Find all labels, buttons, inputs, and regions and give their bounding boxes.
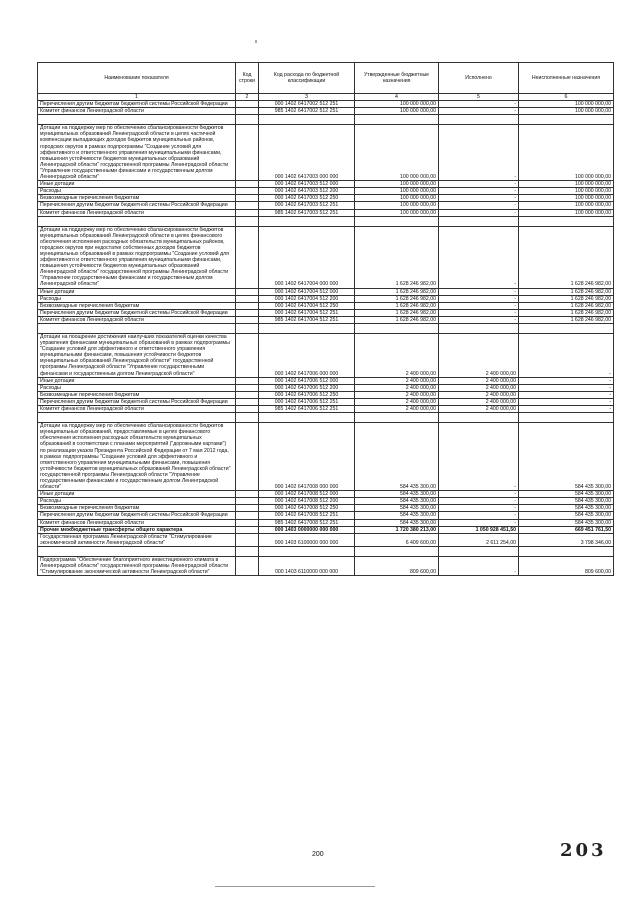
spacer-cell xyxy=(236,413,259,423)
row-budget-code: 000 1402 6417004 000 000 xyxy=(259,226,355,288)
row-executed: - xyxy=(439,309,519,316)
row-unexecuted: 100 000 000,00 xyxy=(519,195,614,202)
row-name: Перечисления другим бюджетам бюджетной системы Российской Федерации xyxy=(38,309,236,316)
row-line-code xyxy=(236,316,259,323)
row-line-code xyxy=(236,533,259,546)
row-name: Иные дотации xyxy=(38,181,236,188)
spacer-cell xyxy=(519,115,614,125)
row-executed: - xyxy=(439,498,519,505)
row-name: Расходы xyxy=(38,384,236,391)
row-line-code xyxy=(236,334,259,378)
spacer-cell xyxy=(259,115,355,125)
spacer-cell xyxy=(355,413,439,423)
footer-rule xyxy=(215,886,375,887)
row-budget-code: 000 1402 6417008 512 000 xyxy=(259,491,355,498)
row-approved: 1 628 246 982,00 xyxy=(355,316,439,323)
row-budget-code: 000 1402 6417003 512 250 xyxy=(259,195,355,202)
spacer-row xyxy=(38,546,614,556)
row-line-code xyxy=(236,423,259,491)
row-budget-code: 000 1402 6417006 512 250 xyxy=(259,391,355,398)
row-line-code xyxy=(236,202,259,209)
row-budget-code: 000 1402 6417003 512 200 xyxy=(259,188,355,195)
row-line-code xyxy=(236,498,259,505)
row-unexecuted: 584 435 300,00 xyxy=(519,491,614,498)
header-unexecuted: Неисполненные назначения xyxy=(519,63,614,94)
row-executed: - xyxy=(439,188,519,195)
row-budget-code: 000 1402 6417008 512 251 xyxy=(259,512,355,519)
row-executed: 2 400 000,00 xyxy=(439,398,519,405)
row-line-code xyxy=(236,288,259,295)
table-row xyxy=(38,519,614,526)
row-unexecuted: 1 628 246 982,00 xyxy=(519,302,614,309)
row-name: Расходы xyxy=(38,188,236,195)
spacer-cell xyxy=(259,324,355,334)
table-row xyxy=(38,384,614,391)
table-row xyxy=(38,491,614,498)
row-executed: - xyxy=(439,125,519,181)
row-budget-code: 000 1402 6417008 000 000 xyxy=(259,423,355,491)
spacer-row xyxy=(38,413,614,423)
table-row xyxy=(38,391,614,398)
row-name: Иные дотации xyxy=(38,288,236,295)
column-number: 4 xyxy=(355,94,439,101)
row-approved: 584 435 300,00 xyxy=(355,519,439,526)
row-executed: 2 400 000,00 xyxy=(439,377,519,384)
header-name: Наименование показателя xyxy=(38,63,236,94)
row-line-code xyxy=(236,209,259,216)
row-unexecuted: 669 451 761,50 xyxy=(519,526,614,533)
row-unexecuted: 584 435 300,00 xyxy=(519,512,614,519)
header-budget-code: Код расхода по бюджетной классификации xyxy=(259,63,355,94)
row-budget-code: 000 1402 6417006 512 000 xyxy=(259,377,355,384)
row-approved: 584 435 300,00 xyxy=(355,498,439,505)
table-row xyxy=(38,556,614,575)
column-number-row xyxy=(38,94,614,101)
row-executed: - xyxy=(439,505,519,512)
spacer-cell xyxy=(439,115,519,125)
table-row xyxy=(38,316,614,323)
table-header-row xyxy=(38,63,614,94)
row-unexecuted: - xyxy=(519,384,614,391)
spacer-cell xyxy=(236,115,259,125)
report-sheet xyxy=(37,62,613,576)
table-row xyxy=(38,209,614,216)
table-row xyxy=(38,302,614,309)
row-budget-code: 000 1402 6417006 512 200 xyxy=(259,384,355,391)
row-line-code xyxy=(236,108,259,115)
row-approved: 100 000 000,00 xyxy=(355,108,439,115)
row-name: Безвозмездные перечисления бюджетам xyxy=(38,195,236,202)
row-unexecuted: 1 628 246 982,00 xyxy=(519,295,614,302)
row-unexecuted: 100 000 000,00 xyxy=(519,202,614,209)
row-approved: 100 000 000,00 xyxy=(355,181,439,188)
row-unexecuted: 100 000 000,00 xyxy=(519,188,614,195)
column-number: 5 xyxy=(439,94,519,101)
row-unexecuted: - xyxy=(519,398,614,405)
row-approved: 2 400 000,00 xyxy=(355,377,439,384)
table-row xyxy=(38,423,614,491)
row-line-code xyxy=(236,526,259,533)
row-approved: 2 400 000,00 xyxy=(355,398,439,405)
row-approved: 100 000 000,00 xyxy=(355,202,439,209)
row-budget-code: 000 1402 6417003 000 000 xyxy=(259,125,355,181)
row-name: Комитет финансов Ленинградской области xyxy=(38,108,236,115)
row-unexecuted: 1 628 246 982,00 xyxy=(519,288,614,295)
row-approved: 1 628 246 982,00 xyxy=(355,288,439,295)
row-line-code xyxy=(236,406,259,413)
row-line-code xyxy=(236,512,259,519)
row-line-code xyxy=(236,125,259,181)
row-name: Дотации на поощрение достижения наилучших показателей оценки качества управления финансами муниципальных образований в рамках подпрограммы "Создание условий для эффективного и ответственного управления муниципальными финансами, повышения устойчивости бюджетов муниципальных образований Ленинградской области" государственной программы Ленинградской области "Управление государственными финансами и государственным долгом Ленинградской области" xyxy=(38,334,236,378)
table-row xyxy=(38,498,614,505)
row-name: Комитет финансов Ленинградской области xyxy=(38,316,236,323)
row-approved: 1 628 246 982,00 xyxy=(355,302,439,309)
row-approved: 2 400 000,00 xyxy=(355,391,439,398)
row-approved: 809 600,00 xyxy=(355,556,439,575)
table-row xyxy=(38,406,614,413)
row-approved: 1 628 246 982,00 xyxy=(355,295,439,302)
row-name: Перечисления другим бюджетам бюджетной системы Российской Федерации xyxy=(38,101,236,108)
spacer-cell xyxy=(355,115,439,125)
row-approved: 584 435 300,00 xyxy=(355,505,439,512)
row-unexecuted: 584 435 300,00 xyxy=(519,423,614,491)
row-approved: 1 628 246 982,00 xyxy=(355,309,439,316)
row-budget-code: 000 1402 6417006 512 251 xyxy=(259,398,355,405)
row-unexecuted: - xyxy=(519,391,614,398)
row-budget-code: 985 1402 6417004 512 251 xyxy=(259,316,355,323)
row-name: Иные дотации xyxy=(38,377,236,384)
row-line-code xyxy=(236,377,259,384)
table-row xyxy=(38,512,614,519)
row-name: Перечисления другим бюджетам бюджетной системы Российской Федерации xyxy=(38,398,236,405)
spacer-cell xyxy=(519,324,614,334)
spacer-cell xyxy=(236,216,259,226)
row-unexecuted: 100 000 000,00 xyxy=(519,101,614,108)
row-budget-code: 000 1403 0000000 000 000 xyxy=(259,526,355,533)
header-approved: Утвержденные бюджетные назначения xyxy=(355,63,439,94)
row-name: Безвозмездные перечисления бюджетам xyxy=(38,391,236,398)
row-approved: 584 435 300,00 xyxy=(355,423,439,491)
row-executed: - xyxy=(439,302,519,309)
spacer-cell xyxy=(439,216,519,226)
row-executed: - xyxy=(439,288,519,295)
expenditure-table xyxy=(37,62,614,576)
header-executed: Исполнено xyxy=(439,63,519,94)
table-row xyxy=(38,295,614,302)
table-row xyxy=(38,288,614,295)
row-name: Иные дотации xyxy=(38,491,236,498)
row-unexecuted: 584 435 300,00 xyxy=(519,519,614,526)
row-line-code xyxy=(236,398,259,405)
spacer-cell xyxy=(519,546,614,556)
row-executed: - xyxy=(439,316,519,323)
row-unexecuted: 3 798 346,00 xyxy=(519,533,614,546)
row-unexecuted: 100 000 000,00 xyxy=(519,108,614,115)
row-executed: - xyxy=(439,295,519,302)
spacer-row xyxy=(38,216,614,226)
row-line-code xyxy=(236,556,259,575)
row-unexecuted: 1 628 246 982,00 xyxy=(519,309,614,316)
row-budget-code: 985 1402 6417006 512 251 xyxy=(259,406,355,413)
spacer-row xyxy=(38,324,614,334)
row-budget-code: 000 1402 6417002 512 251 xyxy=(259,101,355,108)
row-name: Дотации на поддержку мер по обеспечению сбалансированности бюджетов муниципальных образований Ленинградской области в целях частичной компенсации выпадающих доходов бюджетов муниципальных районов, городских округов в рамках подпрограммы "Создание условий для эффективного и ответственного управления муниципальными финансами, повышения устойчивости бюджетов муниципальных образований Ленинградской области" государственной программы Ленинградской области "Управление государственными финансами и государственным долгом Ленинградской области" xyxy=(38,125,236,181)
row-name: Прочие межбюджетные трансферты общего характера xyxy=(38,526,236,533)
row-name: Перечисления другим бюджетам бюджетной системы Российской Федерации xyxy=(38,202,236,209)
row-name: Расходы xyxy=(38,498,236,505)
row-line-code xyxy=(236,181,259,188)
spacer-cell xyxy=(259,216,355,226)
row-unexecuted: - xyxy=(519,406,614,413)
row-executed: - xyxy=(439,519,519,526)
row-unexecuted: 584 435 300,00 xyxy=(519,498,614,505)
row-executed: - xyxy=(439,226,519,288)
row-name: Подпрограмма "Обеспечение благоприятного инвестиционного климата в Ленинградской области" государственной программы Ленинградской области "Стимулирование экономической активности Ленинградской области" xyxy=(38,556,236,575)
row-unexecuted: 1 628 246 982,00 xyxy=(519,316,614,323)
row-line-code xyxy=(236,309,259,316)
spacer-cell xyxy=(259,413,355,423)
row-executed: - xyxy=(439,512,519,519)
table-row xyxy=(38,505,614,512)
row-name: Дотации на поддержку мер по обеспечению сбалансированности бюджетов муниципальных образований Ленинградской области в целях финансового обеспечения исполнения расходных обязательств муниципальных районов, городских округов при недостатке собственных доходов бюджетов муниципальных образований в рамках подпрограммы "Создание условий для эффективного и ответственного управления муниципальными финансами, повышения устойчивости бюджетов муниципальных образований Ленинградской области" государственной программы Ленинградской области "Управление государственными финансами и государственным долгом Ленинградской области" xyxy=(38,226,236,288)
row-budget-code: 000 1402 6417004 512 200 xyxy=(259,295,355,302)
scan-mark xyxy=(255,40,257,43)
row-budget-code: 985 1402 6417008 512 251 xyxy=(259,519,355,526)
spacer-cell xyxy=(236,324,259,334)
row-executed: 2 400 000,00 xyxy=(439,384,519,391)
row-unexecuted: 100 000 000,00 xyxy=(519,209,614,216)
row-executed: 2 611 254,00 xyxy=(439,533,519,546)
row-executed: - xyxy=(439,181,519,188)
row-unexecuted: 584 435 300,00 xyxy=(519,505,614,512)
row-approved: 100 000 000,00 xyxy=(355,195,439,202)
row-executed: - xyxy=(439,108,519,115)
spacer-cell xyxy=(38,216,236,226)
row-approved: 100 000 000,00 xyxy=(355,188,439,195)
row-executed: 1 050 928 451,50 xyxy=(439,526,519,533)
row-budget-code: 985 1402 6417003 512 251 xyxy=(259,209,355,216)
row-approved: 584 435 300,00 xyxy=(355,512,439,519)
spacer-cell xyxy=(355,216,439,226)
row-unexecuted: 809 600,00 xyxy=(519,556,614,575)
row-approved: 6 409 600,00 xyxy=(355,533,439,546)
spacer-cell xyxy=(519,216,614,226)
row-approved: 1 720 380 213,00 xyxy=(355,526,439,533)
row-line-code xyxy=(236,391,259,398)
page-number: 200 xyxy=(312,851,324,858)
spacer-cell xyxy=(38,546,236,556)
row-name: Государственная программа Ленинградской области "Стимулирование экономической активности Ленинградской области" xyxy=(38,533,236,546)
spacer-cell xyxy=(38,324,236,334)
row-line-code xyxy=(236,491,259,498)
row-line-code xyxy=(236,101,259,108)
row-name: Дотации на поддержку мер по обеспечению сбалансированности бюджетов муниципальных образований, предоставляемые в целях финансового обеспечения исполнения расходных обязательств муниципальных образований в соответствии с планами мероприятий ("дорожными картами") по реализации указов Президента Российской Федерации от 7 мая 2012 года, в рамках подпрограммы "Создание условий для эффективного и ответственного управления муниципальными финансами, повышения устойчивости бюджетов муниципальных образований Ленинградской области" государственной программы Ленинградской области "Управление государственными финансами и государственным долгом Ленинградской области" xyxy=(38,423,236,491)
spacer-cell xyxy=(439,546,519,556)
spacer-cell xyxy=(439,413,519,423)
spacer-cell xyxy=(38,115,236,125)
row-executed: - xyxy=(439,556,519,575)
row-name: Комитет финансов Ленинградской области xyxy=(38,406,236,413)
row-executed: - xyxy=(439,491,519,498)
row-budget-code: 000 1402 6417004 512 000 xyxy=(259,288,355,295)
row-budget-code: 000 1402 6417008 512 200 xyxy=(259,498,355,505)
row-line-code xyxy=(236,188,259,195)
row-line-code xyxy=(236,384,259,391)
row-unexecuted: - xyxy=(519,377,614,384)
table-body xyxy=(38,101,614,576)
row-executed: 2 400 000,00 xyxy=(439,334,519,378)
row-executed: 2 400 000,00 xyxy=(439,406,519,413)
row-line-code xyxy=(236,519,259,526)
spacer-cell xyxy=(236,546,259,556)
row-budget-code: 000 1402 6417003 512 000 xyxy=(259,181,355,188)
column-number: 3 xyxy=(259,94,355,101)
row-budget-code: 000 1402 6417003 512 251 xyxy=(259,202,355,209)
table-row xyxy=(38,377,614,384)
table-row xyxy=(38,195,614,202)
row-executed: - xyxy=(439,209,519,216)
table-row xyxy=(38,309,614,316)
row-name: Перечисления другим бюджетам бюджетной системы Российской Федерации xyxy=(38,512,236,519)
spacer-cell xyxy=(38,413,236,423)
row-budget-code: 000 1402 6417004 512 250 xyxy=(259,302,355,309)
row-line-code xyxy=(236,505,259,512)
row-approved: 100 000 000,00 xyxy=(355,209,439,216)
spacer-cell xyxy=(519,413,614,423)
row-budget-code: 000 1403 6100000 000 000 xyxy=(259,533,355,546)
row-budget-code: 985 1402 6417002 512 251 xyxy=(259,108,355,115)
row-line-code xyxy=(236,195,259,202)
table-row xyxy=(38,181,614,188)
row-line-code xyxy=(236,295,259,302)
spacer-cell xyxy=(355,324,439,334)
spacer-row xyxy=(38,115,614,125)
table-row xyxy=(38,202,614,209)
table-row xyxy=(38,108,614,115)
table-row xyxy=(38,398,614,405)
row-unexecuted: 1 628 246 982,00 xyxy=(519,226,614,288)
row-approved: 1 628 246 982,00 xyxy=(355,226,439,288)
spacer-cell xyxy=(259,546,355,556)
spacer-cell xyxy=(439,324,519,334)
table-row xyxy=(38,188,614,195)
table-row xyxy=(38,125,614,181)
row-name: Комитет финансов Ленинградской области xyxy=(38,209,236,216)
row-approved: 2 400 000,00 xyxy=(355,406,439,413)
table-row xyxy=(38,526,614,533)
table-row xyxy=(38,533,614,546)
row-budget-code: 000 1403 6110000 000 000 xyxy=(259,556,355,575)
row-line-code xyxy=(236,302,259,309)
row-unexecuted: 100 000 000,00 xyxy=(519,181,614,188)
row-name: Расходы xyxy=(38,295,236,302)
row-budget-code: 000 1402 6417008 512 250 xyxy=(259,505,355,512)
row-approved: 2 400 000,00 xyxy=(355,334,439,378)
row-approved: 584 435 300,00 xyxy=(355,491,439,498)
spacer-cell xyxy=(355,546,439,556)
row-unexecuted: 100 000 000,00 xyxy=(519,125,614,181)
row-executed: - xyxy=(439,202,519,209)
table-row xyxy=(38,101,614,108)
row-budget-code: 000 1402 6417004 512 251 xyxy=(259,309,355,316)
column-number: 2 xyxy=(236,94,259,101)
row-approved: 100 000 000,00 xyxy=(355,125,439,181)
row-name: Безвозмездные перечисления бюджетам xyxy=(38,302,236,309)
column-number: 6 xyxy=(519,94,614,101)
row-unexecuted: - xyxy=(519,334,614,378)
column-number: 1 xyxy=(38,94,236,101)
row-executed: - xyxy=(439,195,519,202)
table-row xyxy=(38,226,614,288)
row-approved: 100 000 000,00 xyxy=(355,101,439,108)
row-executed: 2 400 000,00 xyxy=(439,391,519,398)
row-executed: - xyxy=(439,101,519,108)
row-executed: - xyxy=(439,423,519,491)
row-budget-code: 000 1402 6417006 000 000 xyxy=(259,334,355,378)
table-row xyxy=(38,334,614,378)
row-name: Безвозмездные перечисления бюджетам xyxy=(38,505,236,512)
header-row-code: Код строки xyxy=(236,63,259,94)
row-line-code xyxy=(236,226,259,288)
archive-stamp-number: 203 xyxy=(560,840,607,861)
row-name: Комитет финансов Ленинградской области xyxy=(38,519,236,526)
row-approved: 2 400 000,00 xyxy=(355,384,439,391)
